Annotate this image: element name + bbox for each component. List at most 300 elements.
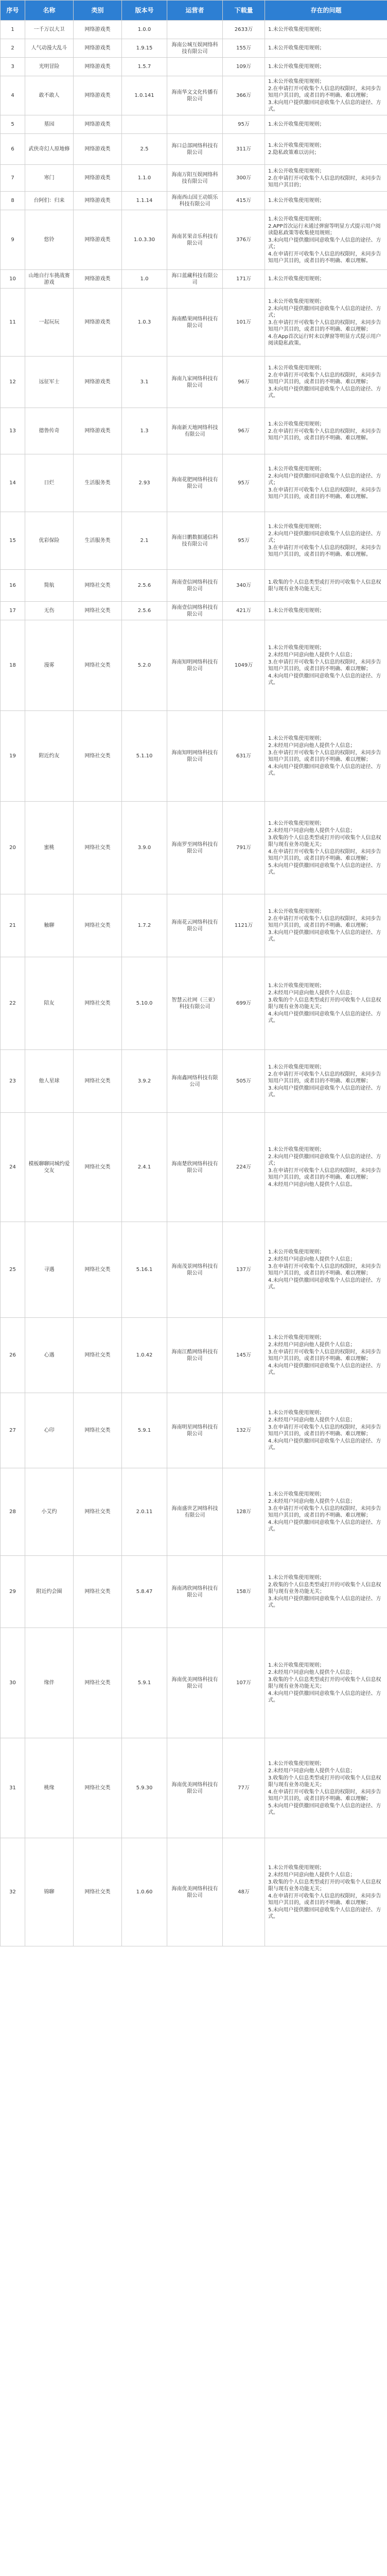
issue-item: 3.未向用户提供撤回同意收集个人信息的途径、方式。 <box>268 386 381 399</box>
issue-item: 3.收集的个人信息类型或打开的可收集个人信息权限与现有业务功能无关； <box>268 997 381 1010</box>
table-row <box>1 957 387 1050</box>
issue-item: 1.未公开收集使用规则； <box>268 27 325 32</box>
cell-downloads: 145万 <box>223 1318 265 1393</box>
cell-operator: 海南优美网络科技有限公司 <box>167 1738 223 1838</box>
cell-version: 1.0.60 <box>122 1838 167 1946</box>
issue-item: 3.在申请打开可收集个人信息的权限时，未同步告知用户其目的，或者目的不明确、难以理解； <box>268 1264 381 1276</box>
cell-category: 网络社交类 <box>74 1050 122 1113</box>
cell-no: 16 <box>1 570 25 602</box>
issue-item: 1.未公开收集使用规则； <box>268 64 325 70</box>
cell-operator <box>167 58 223 76</box>
cell-no: 6 <box>1 134 25 165</box>
cell-downloads: 132万 <box>223 1393 265 1468</box>
issue-item: 1.未公开收集使用规则； <box>268 608 325 614</box>
cell-version: 1.7.2 <box>122 894 167 957</box>
header-issues: 存在的问题 <box>265 1 387 21</box>
issue-item: 1.未公开收集使用规则； <box>268 216 325 222</box>
cell-operator: 海南西山国王动娱乐科技有限公司 <box>167 192 223 210</box>
cell-category: 网络游戏类 <box>74 210 122 270</box>
cell-version: 5.8.47 <box>122 1556 167 1628</box>
cell-no: 19 <box>1 711 25 802</box>
table-row <box>1 620 387 711</box>
cell-downloads: 107万 <box>223 1628 265 1738</box>
cell-issues <box>265 289 387 357</box>
cell-name: 缘伴 <box>25 1628 74 1738</box>
cell-no: 14 <box>1 454 25 512</box>
cell-name: 锦聊 <box>25 1838 74 1946</box>
cell-name: 小艾约 <box>25 1468 74 1556</box>
cell-operator: 海南花肥网络科技有限公司 <box>167 454 223 512</box>
cell-category: 网络游戏类 <box>74 21 122 39</box>
cell-name: 附近约会圈 <box>25 1556 74 1628</box>
cell-version: 3.9.0 <box>122 802 167 894</box>
cell-category: 网络社交类 <box>74 1628 122 1738</box>
issue-item: 3.未向用户提供撤回同意收集个人信息的途径、方式。 <box>268 1086 381 1098</box>
cell-version: 1.0.3.30 <box>122 210 167 270</box>
table-row <box>1 21 387 39</box>
cell-name: 远征军士 <box>25 357 74 408</box>
issue-item: 4.在申请打开可收集个人信息的权限时，未同步告知用户其目的，或者目的不明确、难以理解； <box>268 1893 381 1906</box>
issue-item: 4.未向用户提供撤回同意收集个人信息的途径、方式。 <box>268 1011 381 1024</box>
table-row <box>1 1222 387 1318</box>
table-row <box>1 192 387 210</box>
cell-issues <box>265 210 387 270</box>
cell-category: 网络社交类 <box>74 1838 122 1946</box>
cell-issues <box>265 1556 387 1628</box>
cell-operator <box>167 21 223 39</box>
cell-name: 寻遇 <box>25 1222 74 1318</box>
cell-no: 15 <box>1 512 25 570</box>
issue-item: 3.在申请打开可收集个人信息的权限时，未同步告知用户其目的，或者目的不明确、难以理解。 <box>268 487 381 500</box>
issue-item: 1.未公开收集使用规则； <box>268 1064 325 1070</box>
cell-issues <box>265 1318 387 1393</box>
cell-name: 一千万以大卫 <box>25 21 74 39</box>
issue-item: 1.未公开收集使用规则； <box>268 1865 325 1871</box>
issue-item: 2.收集的个人信息类型或打开的可收集个人信息权限与现有业务功能无关； <box>268 1582 381 1595</box>
issue-item: 5.未向用户提供撤回同意收集个人信息的途径、方式。 <box>268 1803 381 1816</box>
cell-operator: 海南楚欣网络科技有限公司 <box>167 1113 223 1222</box>
cell-operator: 海南酷果网络科技有限公司 <box>167 289 223 357</box>
issue-item: 2.未经用户同意向他人提供个人信息； <box>268 1670 356 1675</box>
table-row <box>1 1050 387 1113</box>
cell-version: 5.9.1 <box>122 1628 167 1738</box>
issue-item: 3.未向用户提供撤回同意收集个人信息的途径、方式。 <box>268 930 381 942</box>
cell-issues <box>265 58 387 76</box>
table-row <box>1 894 387 957</box>
cell-no: 17 <box>1 602 25 620</box>
cell-issues <box>265 1393 387 1468</box>
issue-item: 2.在申请打开可收集个人信息的权限时，未同步告知用户其目的； <box>268 175 381 188</box>
cell-issues <box>265 894 387 957</box>
cell-version: 2.0.11 <box>122 1468 167 1556</box>
cell-category: 网络社交类 <box>74 711 122 802</box>
cell-category: 网络游戏类 <box>74 134 122 165</box>
table-row <box>1 1113 387 1222</box>
issue-item: 1.未公开收集使用规则； <box>268 143 325 148</box>
issue-item: 4.未向用户提供撤回同意收集个人信息的途径、方式。 <box>268 1278 381 1290</box>
issue-item: 1.未公开收集使用规则； <box>268 276 325 282</box>
cell-issues <box>265 1113 387 1222</box>
cell-operator: 海南新天地网络科技有限公司 <box>167 408 223 454</box>
table-row <box>1 58 387 76</box>
cell-category: 网络游戏类 <box>74 76 122 115</box>
issue-item: 3.收集的个人信息类型或打开的可收集个人信息权限与现有业务功能无关； <box>268 1775 381 1788</box>
cell-category: 网络游戏类 <box>74 58 122 76</box>
cell-downloads: 340万 <box>223 570 265 602</box>
cell-operator: 海南知明网络科技有限公司 <box>167 620 223 711</box>
issue-item: 2.隐私政策难以访问； <box>268 150 320 156</box>
cell-operator: 海南壹信网络科技有限公司 <box>167 570 223 602</box>
cell-version: 3.1 <box>122 357 167 408</box>
cell-name: 陪友 <box>25 957 74 1050</box>
cell-version: 5.16.1 <box>122 1222 167 1318</box>
cell-downloads: 96万 <box>223 357 265 408</box>
cell-operator: 海南明星网络科技有限公司 <box>167 1393 223 1468</box>
issue-item: 1.未公开收集使用规则； <box>268 1663 325 1668</box>
issue-item: 2.未经用户同意向他人提供个人信息； <box>268 1499 356 1504</box>
cell-version: 2.4.1 <box>122 1113 167 1222</box>
cell-name: 心遇 <box>25 1318 74 1393</box>
cell-no: 4 <box>1 76 25 115</box>
cell-no: 1 <box>1 21 25 39</box>
table-row <box>1 1838 387 1946</box>
table-row <box>1 1468 387 1556</box>
cell-no: 31 <box>1 1738 25 1838</box>
cell-no: 30 <box>1 1628 25 1738</box>
cell-category: 网络社交类 <box>74 1113 122 1222</box>
cell-name: 寒门 <box>25 165 74 192</box>
cell-no: 29 <box>1 1556 25 1628</box>
cell-version: 5.9.1 <box>122 1393 167 1468</box>
cell-category: 网络游戏类 <box>74 289 122 357</box>
cell-no: 5 <box>1 115 25 134</box>
cell-category: 网络社交类 <box>74 1318 122 1393</box>
table-row <box>1 289 387 357</box>
header-downloads: 下载量 <box>223 1 265 21</box>
table-row <box>1 1738 387 1838</box>
cell-no: 13 <box>1 408 25 454</box>
cell-issues <box>265 454 387 512</box>
cell-version: 1.0.0 <box>122 21 167 39</box>
issue-item: 2.未向用户提供撤回同意收集个人信息的途径、方式； <box>268 306 381 318</box>
header-no: 序号 <box>1 1 25 21</box>
cell-name: 附近约友 <box>25 711 74 802</box>
cell-no: 18 <box>1 620 25 711</box>
cell-downloads: 699万 <box>223 957 265 1050</box>
cell-no: 2 <box>1 39 25 58</box>
cell-version: 1.1.14 <box>122 192 167 210</box>
cell-operator: 海南公城互娱网络科技有限公司 <box>167 39 223 58</box>
cell-category: 网络社交类 <box>74 802 122 894</box>
cell-issues <box>265 1838 387 1946</box>
cell-version: 2.93 <box>122 454 167 512</box>
issue-item: 2.未经用户同意向他人提供个人信息； <box>268 990 356 996</box>
cell-name: 武侠奇幻人原地修 <box>25 134 74 165</box>
issue-item: 2.在申请打开可收集个人信息的权限时，未同步告知用户其目的，或者目的不明确、难以理解； <box>268 372 381 385</box>
cell-version: 5.2.0 <box>122 620 167 711</box>
issue-item: 4.未向用户提供撤回同意收集个人信息的途径、方式。 <box>268 1438 381 1451</box>
cell-name: 无伤 <box>25 602 74 620</box>
cell-name: 蜜桃 <box>25 802 74 894</box>
issue-item: 1.收集的个人信息类型或打开的可收集个人信息权限与现有业务功能无关； <box>268 579 381 592</box>
table-row <box>1 602 387 620</box>
issue-item: 4.未向用户提供撤回同意收集个人信息的途径、方式。 <box>268 1520 381 1532</box>
table-row <box>1 165 387 192</box>
cell-downloads: 95万 <box>223 454 265 512</box>
issue-item: 4.在申请打开可收集个人信息的权限时，未同步告知用户其目的，或者目的不明确、难以理解。 <box>268 251 381 264</box>
cell-name: 模板聊聊同城约爱交友 <box>25 1113 74 1222</box>
cell-issues <box>265 1050 387 1113</box>
header-category: 类别 <box>74 1 122 21</box>
cell-operator: 海南优美网络科技有限公司 <box>167 1628 223 1738</box>
issue-item: 5.未向用户提供撤回同意收集个人信息的途径、方式。 <box>268 862 381 875</box>
cell-name: 触聊 <box>25 894 74 957</box>
cell-name: 人气动漫大乱斗 <box>25 39 74 58</box>
issue-item: 2.未向用户提供撤回同意收集个人信息的途径、方式； <box>268 531 381 544</box>
cell-category: 网络社交类 <box>74 1468 122 1556</box>
issue-item: 1.未公开收集使用规则； <box>268 1147 325 1153</box>
cell-issues <box>265 1628 387 1738</box>
cell-category: 网络社交类 <box>74 957 122 1050</box>
cell-downloads: 300万 <box>223 165 265 192</box>
cell-operator: 海南知明网络科技有限公司 <box>167 711 223 802</box>
issue-item: 4.未向用户提供撤回同意收集个人信息的途径、方式。 <box>268 1691 381 1703</box>
issue-item: 4.在申请打开可收集个人信息的权限时，未同步告知用户其目的，或者目的不明确、难以理解； <box>268 1789 381 1802</box>
table-row <box>1 115 387 134</box>
table-row <box>1 570 387 602</box>
cell-operator: 智慧云社网（三亚）科技有限公司 <box>167 957 223 1050</box>
cell-name: 墓园 <box>25 115 74 134</box>
cell-issues <box>265 192 387 210</box>
cell-no: 23 <box>1 1050 25 1113</box>
cell-operator: 海南罗至网络科技有限公司 <box>167 802 223 894</box>
cell-operator: 海口蓝藏科技有限公司 <box>167 270 223 289</box>
cell-issues <box>265 1738 387 1838</box>
issue-item: 4.在App首次运行时未以弹窗等明显方式提示用户阅读隐私政策。 <box>268 333 381 346</box>
cell-operator: 海南优美网络科技有限公司 <box>167 1838 223 1946</box>
cell-category: 网络游戏类 <box>74 357 122 408</box>
cell-no: 3 <box>1 58 25 76</box>
cell-category: 网络游戏类 <box>74 39 122 58</box>
table-row <box>1 134 387 165</box>
issue-item: 1.未公开收集使用规则； <box>268 365 325 371</box>
cell-category: 生活服务类 <box>74 454 122 512</box>
cell-operator: 海南日鹏数据通信科技有限公司 <box>167 512 223 570</box>
cell-version: 5.9.30 <box>122 1738 167 1838</box>
cell-issues <box>265 802 387 894</box>
issue-item: 2.未经用户同意向他人提供个人信息； <box>268 1257 356 1262</box>
cell-category: 网络社交类 <box>74 1393 122 1468</box>
cell-name: 心印 <box>25 1393 74 1468</box>
issue-item: 3.在申请打开可收集个人信息的权限时，未同步告知用户其目的，或者目的不明确、难以理解； <box>268 1425 381 1437</box>
table-row <box>1 454 387 512</box>
table-row <box>1 270 387 289</box>
issue-item: 1.未公开收集使用规则； <box>268 198 325 204</box>
cell-category: 网络游戏类 <box>74 115 122 134</box>
cell-operator: 海南华文文化传播有限公司 <box>167 76 223 115</box>
issue-item: 2.在申请打开可收集个人信息的权限时，未同步告知用户其目的，或者目的不明确、难以理解； <box>268 86 381 98</box>
header-operator: 运营者 <box>167 1 223 21</box>
issue-item: 3.收集的个人信息类型或打开的可收集个人信息权限与现有业务功能无关； <box>268 1677 381 1689</box>
cell-name: 悠铃 <box>25 210 74 270</box>
table-row <box>1 711 387 802</box>
issue-item: 2.未向用户提供撤回同意收集个人信息的途径、方式； <box>268 1154 381 1166</box>
table-row <box>1 357 387 408</box>
issue-item: 3.在申请打开可收集个人信息的权限时，未同步告知用户其目的，或者目的不明确、难以理解； <box>268 1506 381 1518</box>
cell-category: 网络社交类 <box>74 602 122 620</box>
cell-category: 生活服务类 <box>74 512 122 570</box>
cell-no: 27 <box>1 1393 25 1468</box>
issue-item: 1.未公开收集使用规则； <box>268 122 325 127</box>
cell-issues <box>265 115 387 134</box>
cell-version: 5.1.10 <box>122 711 167 802</box>
cell-downloads: 155万 <box>223 39 265 58</box>
issue-item: 1.未公开收集使用规则； <box>268 421 325 427</box>
cell-name: 德鲁传奇 <box>25 408 74 454</box>
issue-item: 2.未经用户同意向他人提供个人信息； <box>268 1417 356 1423</box>
cell-operator: 海南茗果音乐科技有限公司 <box>167 210 223 270</box>
cell-name: 他人星球 <box>25 1050 74 1113</box>
cell-category: 网络游戏类 <box>74 192 122 210</box>
cell-no: 21 <box>1 894 25 957</box>
cell-issues <box>265 39 387 58</box>
cell-name: 山地自行车挑战赛游戏 <box>25 270 74 289</box>
cell-no: 8 <box>1 192 25 210</box>
cell-operator <box>167 115 223 134</box>
issue-item: 1.未公开收集使用规则； <box>268 1335 325 1341</box>
issue-item: 3.在申请打开可收集个人信息的权限时，未同步告知用户其目的，或者目的不明确、难以理解。 <box>268 545 381 557</box>
cell-name: 一起玩玩 <box>25 289 74 357</box>
cell-version: 1.0 <box>122 270 167 289</box>
cell-category: 网络游戏类 <box>74 165 122 192</box>
cell-version: 2.5 <box>122 134 167 165</box>
cell-version: 1.9.15 <box>122 39 167 58</box>
issue-item: 3.未向用户提供撤回同意收集个人信息的途径、方式。 <box>268 1596 381 1608</box>
issue-item: 1.未公开收集使用规则； <box>268 1249 325 1255</box>
cell-no: 20 <box>1 802 25 894</box>
issue-item: 1.未公开收集使用规则； <box>268 1410 325 1416</box>
issue-item: 1.未公开收集使用规则； <box>268 909 325 914</box>
issue-item: 1.未公开收集使用规则； <box>268 466 325 472</box>
issue-item: 1.未公开收集使用规则； <box>268 1760 325 1767</box>
cell-no: 26 <box>1 1318 25 1393</box>
cell-category: 网络社交类 <box>74 620 122 711</box>
cell-downloads: 1049万 <box>223 620 265 711</box>
cell-version: 2.5.6 <box>122 602 167 620</box>
cell-issues <box>265 1468 387 1556</box>
table-row <box>1 802 387 894</box>
cell-downloads: 171万 <box>223 270 265 289</box>
cell-downloads: 96万 <box>223 408 265 454</box>
cell-downloads: 366万 <box>223 76 265 115</box>
issue-item: 1.未公开收集使用规则； <box>268 1492 325 1497</box>
table-row <box>1 512 387 570</box>
cell-issues <box>265 1222 387 1318</box>
cell-version: 1.3 <box>122 408 167 454</box>
cell-issues <box>265 957 387 1050</box>
cell-issues <box>265 512 387 570</box>
cell-downloads: 1121万 <box>223 894 265 957</box>
issue-item: 4.未向用户提供撤回同意收集个人信息的途径、方式。 <box>268 673 381 686</box>
header-name: 名称 <box>25 1 74 21</box>
cell-issues <box>265 620 387 711</box>
cell-downloads: 109万 <box>223 58 265 76</box>
cell-name: 台阿们：归来 <box>25 192 74 210</box>
cell-downloads: 415万 <box>223 192 265 210</box>
cell-no: 22 <box>1 957 25 1050</box>
cell-category: 网络社交类 <box>74 1556 122 1628</box>
cell-downloads: 311万 <box>223 134 265 165</box>
issue-item: 1.未公开收集使用规则； <box>268 820 325 826</box>
cell-issues <box>265 711 387 802</box>
cell-name: 桃缘 <box>25 1738 74 1838</box>
issue-item: 1.未公开收集使用规则； <box>268 524 325 530</box>
cell-issues <box>265 570 387 602</box>
issue-item: 3.在申请打开可收集个人信息的权限时，未同步告知用户其目的，或者目的不明确、难以理解； <box>268 319 381 332</box>
issue-item: 1.未公开收集使用规则； <box>268 298 325 304</box>
cell-downloads: 505万 <box>223 1050 265 1113</box>
cell-downloads: 631万 <box>223 711 265 802</box>
issue-item: 3.收集的个人信息类型或打开的可收集个人信息权限与现有业务功能无关； <box>268 1879 381 1892</box>
issue-item: 4.在申请打开可收集个人信息的权限时，未同步告知用户其目的，或者目的不明确、难以理解； <box>268 849 381 861</box>
cell-operator: 海南盛世艺网络科技有限公司 <box>167 1468 223 1556</box>
cell-issues <box>265 408 387 454</box>
table-header-row <box>1 1 387 21</box>
issue-item: 3.未向用户提供撤回同意收集个人信息的途径、方式； <box>268 237 381 250</box>
cell-category: 网络社交类 <box>74 1738 122 1838</box>
cell-version: 1.1.0 <box>122 165 167 192</box>
issue-item: 1.未公开收集使用规则； <box>268 983 325 989</box>
cell-downloads: 95万 <box>223 115 265 134</box>
cell-name: 优彩保险 <box>25 512 74 570</box>
cell-operator: 海南九家网络科技有限公司 <box>167 357 223 408</box>
cell-version <box>122 115 167 134</box>
table-row <box>1 1393 387 1468</box>
issue-item: 1.未公开收集使用规则； <box>268 45 325 51</box>
table-row <box>1 1628 387 1738</box>
cell-name: 漫雾 <box>25 620 74 711</box>
cell-downloads: 101万 <box>223 289 265 357</box>
cell-version: 1.5.7 <box>122 58 167 76</box>
cell-version: 1.0.3 <box>122 289 167 357</box>
cell-downloads: 2633万 <box>223 21 265 39</box>
issue-item: 2.未向用户提供撤回同意收集个人信息的途径、方式； <box>268 473 381 486</box>
cell-downloads: 376万 <box>223 210 265 270</box>
cell-issues <box>265 165 387 192</box>
cell-issues <box>265 602 387 620</box>
cell-no: 10 <box>1 270 25 289</box>
issue-item: 1.未公开收集使用规则； <box>268 645 325 651</box>
table-row <box>1 1318 387 1393</box>
header-version: 版本号 <box>122 1 167 21</box>
issue-item: 4.未经用户同意向他人提供个人信息。 <box>268 1182 356 1188</box>
issue-item: 1.未公开收集使用规则； <box>268 736 325 741</box>
cell-category: 网络社交类 <box>74 570 122 602</box>
cell-name: 日烂 <box>25 454 74 512</box>
cell-no: 24 <box>1 1113 25 1222</box>
issue-item: 1.未公开收集使用规则； <box>268 168 325 174</box>
cell-operator: 海南万阳互娱网络科技有限公司 <box>167 165 223 192</box>
cell-category: 网络游戏类 <box>74 408 122 454</box>
cell-no: 28 <box>1 1468 25 1556</box>
cell-no: 11 <box>1 289 25 357</box>
issue-item: 3.收集的个人信息类型或打开的可收集个人信息权限与现有业务功能无关； <box>268 835 381 848</box>
issue-item: 3.未向用户提供撤回同意收集个人信息的途径、方式。 <box>268 100 381 112</box>
cell-downloads: 137万 <box>223 1222 265 1318</box>
issue-item: 3.在申请打开可收集个人信息的权限时，未同步告知用户其目的，或者目的不明确、难以理解； <box>268 750 381 762</box>
cell-downloads: 158万 <box>223 1556 265 1628</box>
cell-operator: 海南江酷网络科技有限公司 <box>167 1318 223 1393</box>
